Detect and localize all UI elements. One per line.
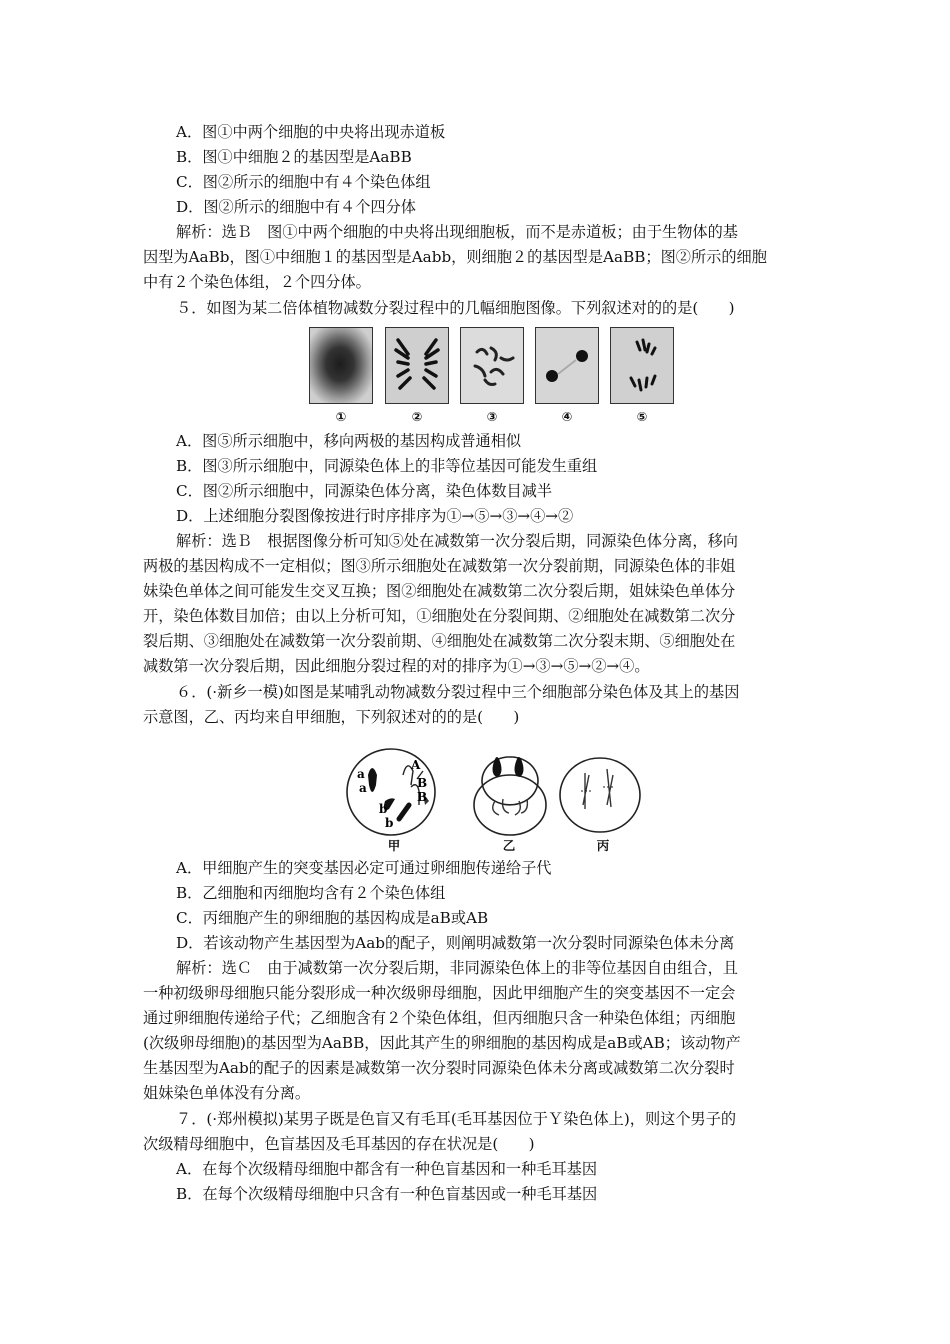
q4-option-d: D．图②所示的细胞中有４个四分体 — [176, 198, 416, 216]
q5-analysis-line: 开，染色体数目加倍；由以上分析可知，①细胞处在分裂间期、②细胞处在减数第二次分 — [143, 607, 736, 625]
micrograph-2-chromosomes — [386, 328, 448, 403]
q6-cell-diagram — [345, 735, 645, 851]
q6-analysis-line: 解析：选Ｃ 由于减数第一次分裂后期，非同源染色体上的非等位基因自由组合，且 — [176, 959, 738, 977]
q5-option-d: D．上述细胞分裂图像按进行时序排序为①→⑤→③→④→② — [176, 507, 574, 525]
figure-label: ⑤ — [636, 409, 648, 424]
q5-analysis-line: 减数第一次分裂后期，因此细胞分裂过程的对的排序为①→③→⑤→②→④。 — [143, 657, 650, 675]
figure-label: 丙 — [596, 838, 610, 853]
cell-bing — [560, 758, 640, 832]
micrograph-4 — [535, 327, 599, 404]
q4-analysis-line: 中有２个染色体组，２个四分体。 — [143, 273, 371, 291]
q6-option-c: C．丙细胞产生的卵细胞的基因构成是aB或AB — [176, 909, 489, 927]
q4-option-b: B．图①中细胞２的基因型是AaBB — [176, 148, 412, 166]
figure-label: 乙 — [502, 838, 516, 853]
q5-analysis-line: 妹染色单体之间可能发生交叉互换；图②细胞处在减数第二次分裂后期，姐妹染色单体分 — [143, 582, 736, 600]
q6-analysis-line: (次级卵母细胞)的基因型为AaBB，因此其产生的卵细胞的基因构成是aB或AB；该动物产 — [143, 1034, 741, 1052]
q5-analysis-line: 裂后期、③细胞处在减数第一次分裂前期、④细胞处在减数第二次分裂末期、⑤细胞处在 — [143, 632, 736, 650]
figure-label: 甲 — [387, 838, 401, 853]
micrograph-3 — [460, 327, 524, 404]
q6-analysis-line: 通过卵细胞传递给子代；乙细胞含有２个染色体组，但丙细胞只含一种染色体组；丙细胞 — [143, 1009, 736, 1027]
gene-label: b — [379, 802, 388, 816]
gene-label: B — [417, 776, 428, 790]
micrograph-4-nuclei — [536, 328, 598, 403]
q6-analysis-line: 生基因型为Aab的配子的因素是减数第一次分裂时同源染色体未分离或减数第二次分裂时 — [143, 1059, 735, 1077]
q5-option-c: C．图②所示细胞中，同源染色体分离，染色体数目减半 — [176, 482, 553, 500]
q6-option-d: D．若该动物产生基因型为Aab的配子，则阐明减数第一次分裂时同源染色体未分离 — [176, 934, 735, 952]
micrograph-3-chromosomes — [461, 328, 523, 403]
q4-analysis-line: 解析：选Ｂ 图①中两个细胞的中央将出现细胞板，而不是赤道板；由于生物体的基 — [176, 223, 738, 241]
figure-label: ① — [335, 409, 347, 424]
gene-label: a — [357, 767, 365, 781]
q4-option-a: A．图①中两个细胞的中央将出现赤道板 — [176, 123, 446, 141]
q6-stem: 示意图，乙、丙均来自甲细胞，下列叙述对的的是( ) — [143, 708, 520, 726]
q6-analysis-line: 一种初级卵母细胞只能分裂形成一种次级卵母细胞，因此甲细胞产生的突变基因不一定会 — [143, 984, 736, 1002]
q7-stem: 次级精母细胞中，色盲基因及毛耳基因的存在状况是( ) — [143, 1135, 535, 1153]
gene-label: a — [359, 781, 367, 795]
cell-yi-top — [482, 757, 538, 805]
q4-analysis-line: 因型为AaBb，图①中细胞１的基因型是Aabb，则细胞２的基因型是AaBB；图②所示的细胞 — [143, 248, 767, 266]
q6-stem: ６．(·新乡一模)如图是某哺乳动物减数分裂过程中三个细胞部分染色体及其上的基因 — [176, 683, 740, 701]
micrograph-1 — [309, 327, 373, 404]
gene-label: B — [417, 790, 428, 804]
q7-option-b: B．在每个次级精母细胞中只含有一种色盲基因或一种毛耳基因 — [176, 1185, 598, 1203]
q7-stem: ７．(·郑州模拟)某男子既是色盲又有毛耳(毛耳基因位于Ｙ染色体上)，则这个男子的 — [176, 1110, 737, 1128]
q7-option-a: A．在每个次级精母细胞中都含有一种色盲基因和一种毛耳基因 — [176, 1160, 598, 1178]
q6-option-a: A．甲细胞产生的突变基因必定可通过卵细胞传递给子代 — [176, 859, 552, 877]
q5-analysis-line: 解析：选Ｂ 根据图像分析可知⑤处在减数第一次分裂后期，同源染色体分离，移向 — [176, 532, 738, 550]
q5-stem: ５．如图为某二倍体植物减数分裂过程中的几幅细胞图像。下列叙述对的的是( ) — [176, 299, 735, 317]
figure-label: ④ — [561, 409, 573, 424]
q6-option-b: B．乙细胞和丙细胞均含有２个染色体组 — [176, 884, 446, 902]
figure-label: ② — [411, 409, 423, 424]
q5-option-b: B．图③所示细胞中，同源染色体上的非等位基因可能发生重组 — [176, 457, 598, 475]
q5-option-a: A．图⑤所示细胞中，移向两极的基因构成普通相似 — [176, 432, 522, 450]
micrograph-5-chromosomes — [611, 328, 673, 403]
micrograph-5 — [610, 327, 674, 404]
micrograph-2 — [385, 327, 449, 404]
q6-analysis-line: 姐妹染色单体没有分离。 — [143, 1084, 311, 1102]
gene-label: b — [385, 816, 394, 830]
q4-option-c: C．图②所示的细胞中有４个染色体组 — [176, 173, 431, 191]
figure-label: ③ — [486, 409, 498, 424]
gene-label: A — [411, 758, 421, 772]
q5-analysis-line: 两极的基因构成不一定相似；图③所示细胞处在减数第一次分裂前期，同源染色体的非姐 — [143, 557, 736, 575]
